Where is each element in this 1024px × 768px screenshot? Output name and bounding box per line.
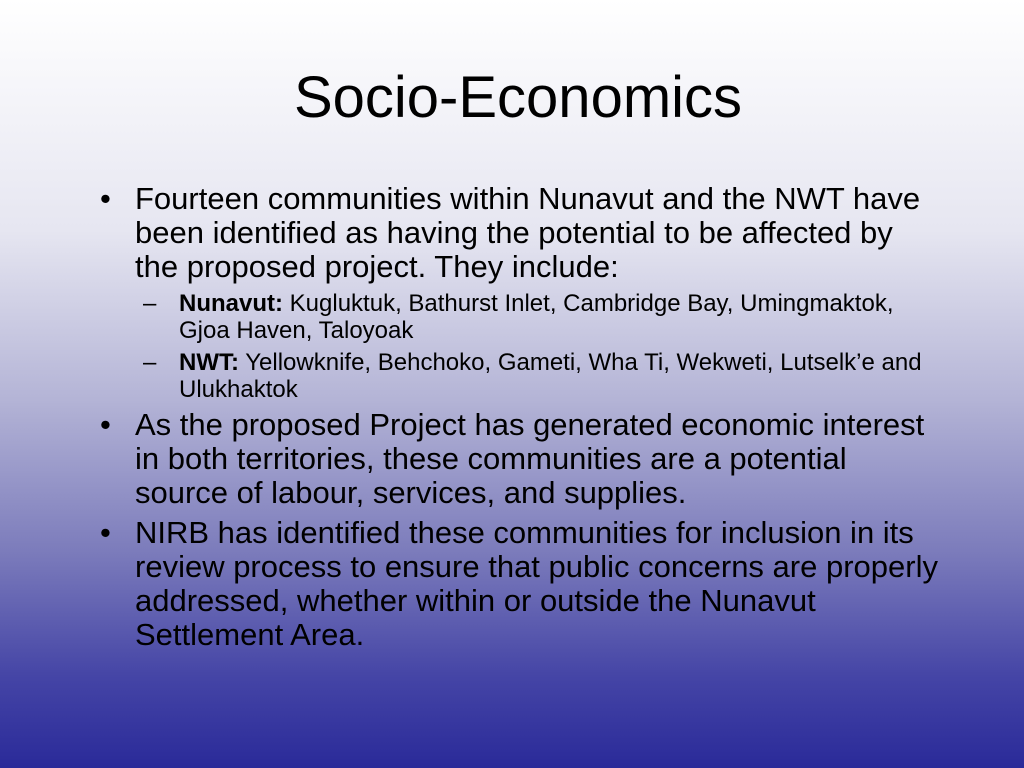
sub-bullet-marker: – [143, 349, 157, 376]
sub-bullet-text: Yellowknife, Behchoko, Gameti, Wha Ti, Wekweti, Lutselk’e and Ulukhaktok [179, 349, 922, 403]
bullet-marker: • [100, 407, 111, 442]
slide-content [100, 182, 940, 658]
bullet-text: As the proposed Project has generated economic interest in both territories, these communities are a potential source of labour, services, and supplies. [135, 407, 925, 510]
bullet-text: Fourteen communities within Nunavut and the NWT have been identified as having the potential to be affected by the proposed project. They include: [135, 181, 921, 284]
sub-bullet-lead: NWT: [179, 349, 239, 376]
sub-bullet-lead: Nunavut: [179, 290, 283, 317]
bullet-marker: • [100, 181, 111, 216]
bullet-item [100, 182, 940, 284]
sub-bullet-item [100, 290, 940, 344]
bullet-marker: • [100, 515, 111, 550]
sub-bullet-marker: – [143, 290, 157, 317]
sub-bullet-item [100, 349, 940, 403]
sub-bullet-text: Kugluktuk, Bathurst Inlet, Cambridge Bay, Umingmaktok, Gjoa Haven, Taloyoak [179, 290, 894, 344]
bullet-item [100, 516, 940, 652]
slide-title: Socio-Economics [293, 65, 743, 130]
bullet-text: NIRB has identified these communities for inclusion in its review process to ensure that public concerns are properly addressed, whether within or outside the Nunavut Settlement Area. [135, 515, 938, 652]
bullet-item [100, 408, 940, 510]
